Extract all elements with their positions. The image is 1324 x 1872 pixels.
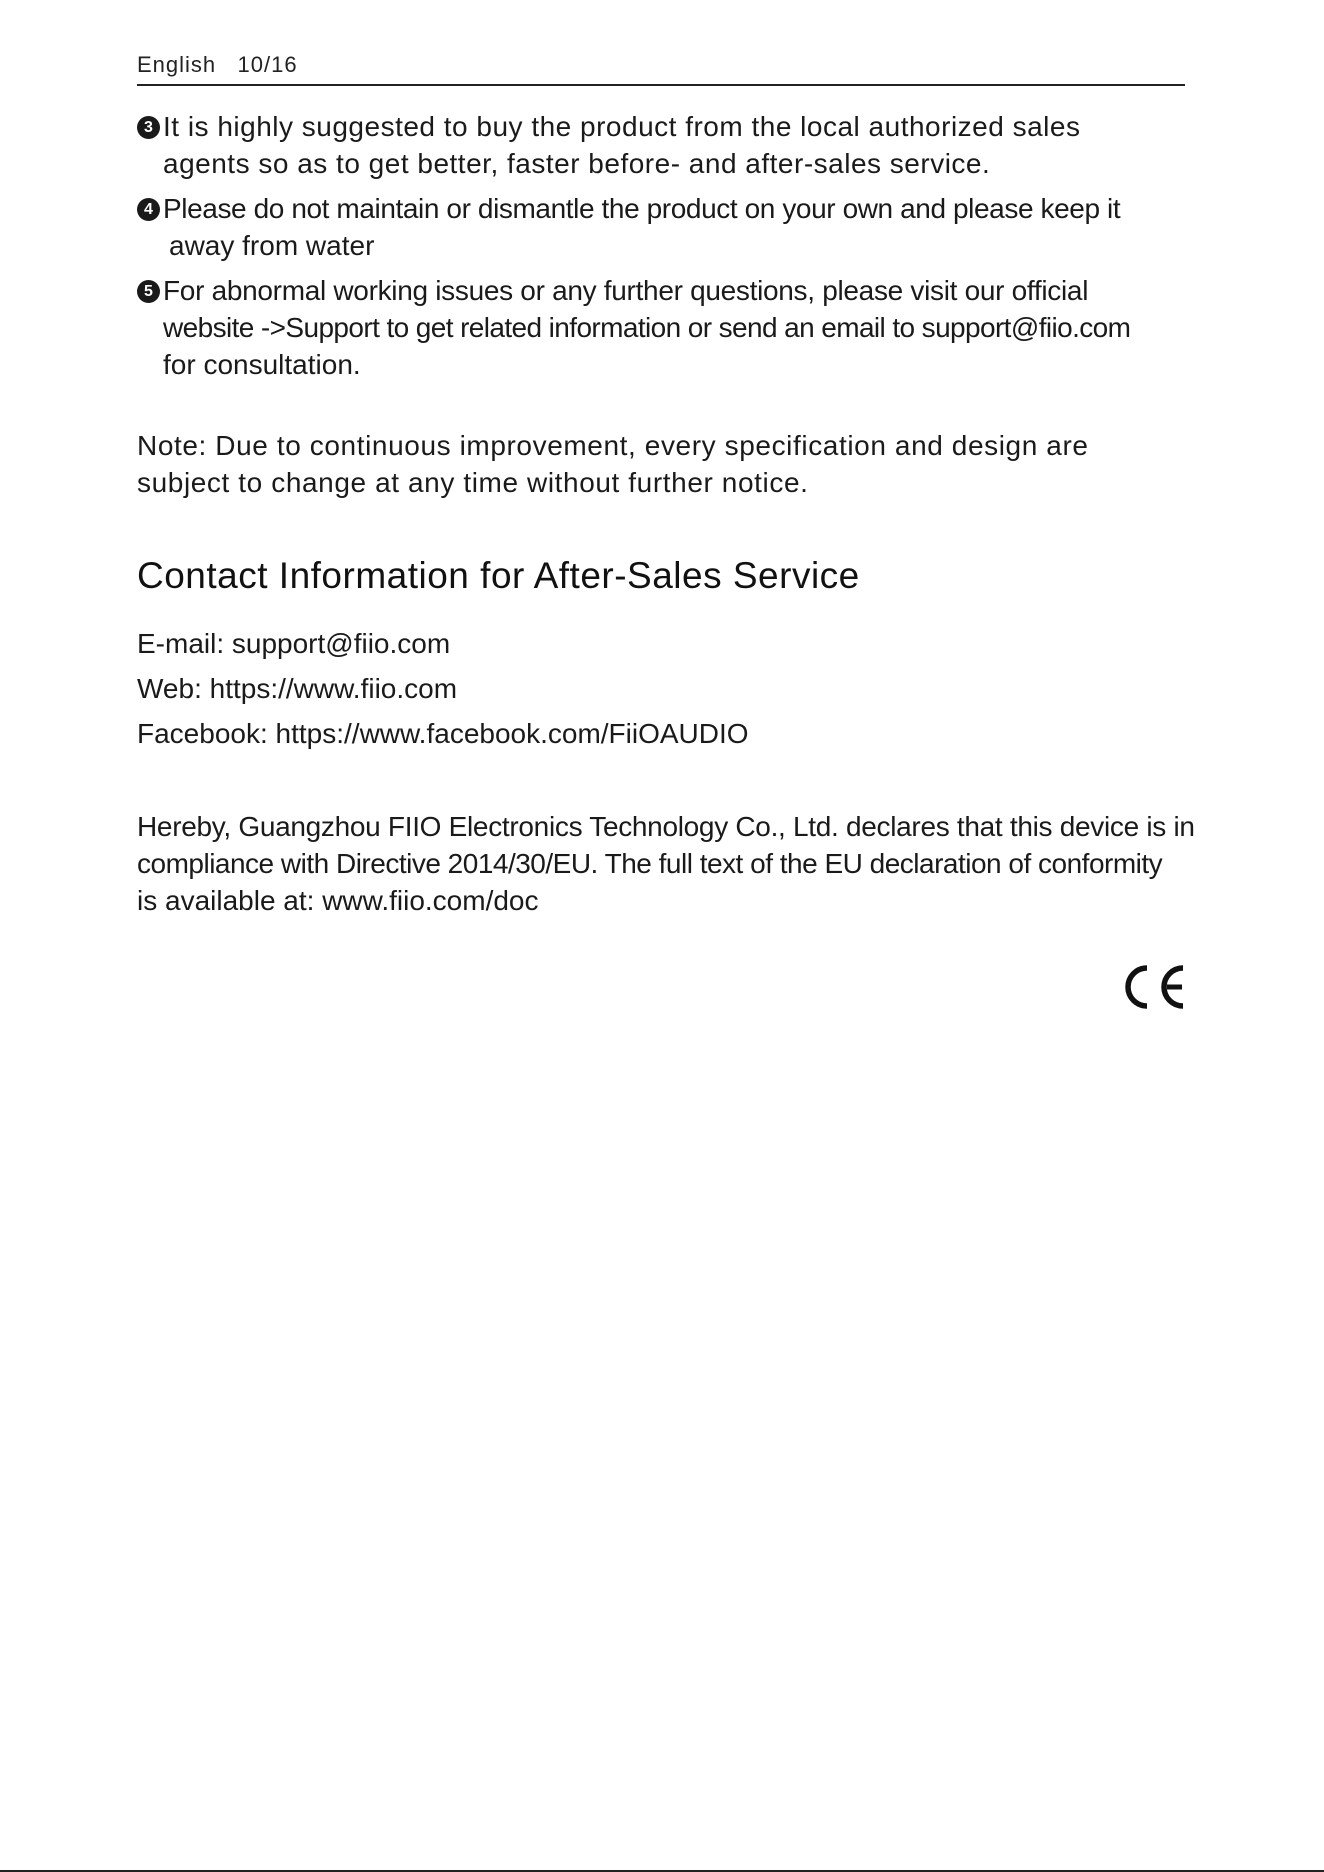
note-paragraph: [137, 427, 1197, 501]
item-text-line: It is highly suggested to buy the product from the local authorized sales: [163, 111, 1081, 142]
item-text-line: agents so as to get better, faster before- and after-sales service.: [163, 148, 991, 179]
declaration-line: Hereby, Guangzhou FIIO Electronics Technology Co., Ltd. declares that this device is in: [137, 811, 1195, 842]
circled-number-icon: 3: [137, 116, 160, 139]
circled-number-icon: 4: [137, 198, 160, 221]
contact-heading: Contact Information for After-Sales Service: [137, 555, 860, 596]
item-text-line: for consultation.: [163, 349, 361, 380]
eu-declaration: [137, 808, 1197, 919]
ce-mark-icon: [1120, 962, 1186, 1012]
header-language: English 10/16: [137, 52, 298, 77]
page-header: [137, 48, 1185, 86]
note-line: subject to change at any time without further notice.: [137, 467, 809, 498]
list-item: [137, 190, 1197, 264]
declaration-line: compliance with Directive 2014/30/EU. The full text of the EU declaration of conformity: [137, 848, 1163, 879]
page-content: [137, 108, 1197, 919]
contact-email[interactable]: E-mail: support@fiio.com: [137, 628, 451, 659]
contact-facebook[interactable]: Facebook: https://www.facebook.com/FiiOAUDIO: [137, 718, 749, 749]
page-number: 10/16: [237, 52, 298, 77]
circled-number-icon: 5: [137, 280, 160, 303]
contact-web[interactable]: Web: https://www.fiio.com: [137, 673, 458, 704]
list-item: [137, 108, 1197, 182]
item-text-line: away from water: [169, 230, 375, 261]
declaration-line: is available at: www.fiio.com/doc: [137, 885, 539, 916]
item-text-line: For abnormal working issues or any further questions, please visit our official: [163, 275, 1089, 306]
item-text-line: website ->Support to get related information or send an email to support@fiio.com: [163, 312, 1131, 343]
item-text-line: Please do not maintain or dismantle the product on your own and please keep it: [163, 193, 1121, 224]
note-line: Note: Due to continuous improvement, every specification and design are: [137, 430, 1089, 461]
list-item: [137, 272, 1197, 383]
contact-list: [137, 621, 1197, 756]
